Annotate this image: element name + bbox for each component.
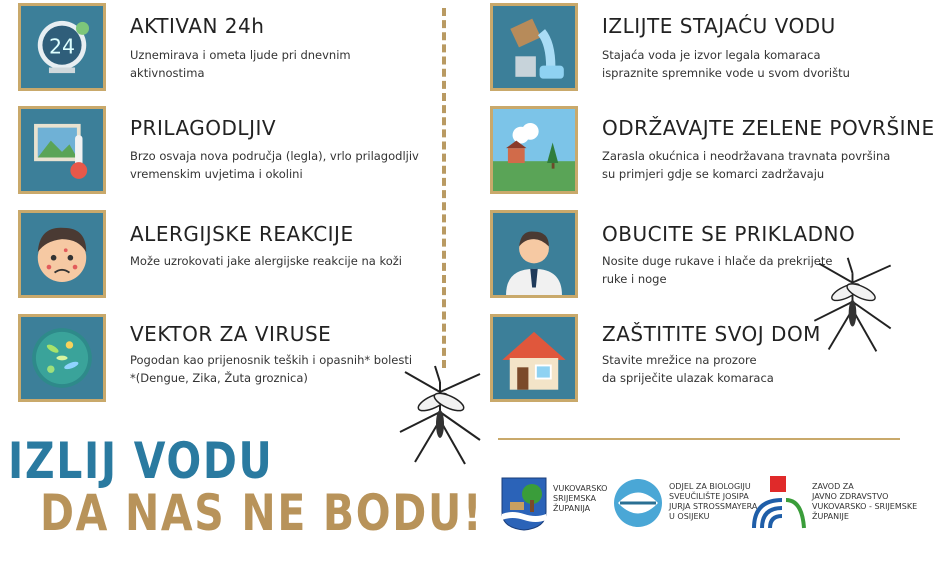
advice-text-green [602,147,892,183]
text-line: Nosite duge rukave i hlače da prekrijete [602,254,833,268]
logo-biology-text: ODJEL ZA BIOLOGIJU SVEUČILIŠTE JOSIPA JURJA STROSSMAYERA U OSIJEKU [669,482,758,521]
text-line: Pogodan kao prijenosnik teških i opasnih* bolesti [130,353,413,367]
mosquito-icon [800,254,905,359]
text-line: ispraznite spremnike vode u svom dvorištu [602,66,850,80]
logo-health-text: ZAVOD ZA JAVNO ZDRAVSTVO VUKOVARSKO - SRIJEMSKE ŽUPANIJE [812,482,918,521]
green-landscape-icon [490,106,578,194]
feature-title-allergic: ALERGIJSKE REAKCIJE [130,222,354,246]
column-divider [442,8,446,368]
text-line: *(Dengue, Zika, Žuta groznica) [130,371,308,385]
advice-title-water: IZLIJTE STAJAĆU VODU [602,14,836,38]
dressed-man-icon [490,210,578,298]
feature-title-adaptive: PRILAGODLJIV [130,116,277,140]
text-line: Može uzrokovati jake alergijske reakcije na koži [130,254,402,268]
advice-title-green: ODRŽAVAJTE ZELENE POVRŠINE [602,116,935,140]
virus-petri-icon [18,314,106,402]
text-line: ruke i noge [602,272,667,286]
feature-text-vector [130,351,420,387]
county-crest-icon [500,476,548,532]
feature-title-active: AKTIVAN 24h [130,14,265,38]
clock-24h-icon [18,3,106,91]
feature-text-active [130,46,420,82]
biology-dept-logo-icon [612,476,664,530]
text-line: aktivnostima [130,66,205,80]
feature-text-adaptive [130,147,420,183]
picture-thermometer-icon [18,106,106,194]
text-line: Stajaća voda je izvor legala komaraca [602,48,821,62]
advice-title-home: ZAŠTITITE SVOJ DOM [602,322,821,346]
slogan-line-2: DA NAS NE BODU! [40,484,484,542]
slogan-line-1: IZLIJ VODU [8,432,274,490]
advice-text-water [602,46,892,82]
public-health-logo-icon [752,474,806,530]
text-line: su primjeri gdje se komarci zadržavaju [602,167,825,181]
text-line: da spriječite ulazak komaraca [602,371,774,385]
allergic-face-icon [18,210,106,298]
pouring-water-icon [490,3,578,91]
advice-title-dress: OBUCITE SE PRIKLADNO [602,222,856,246]
svg-text:24: 24 [48,34,76,59]
text-line: Zarasla okućnica i neodržavana travnata površina [602,149,891,163]
text-line: Uznemirava i ometa ljude pri dnevnim [130,48,351,62]
feature-text-allergic [130,252,420,270]
text-line: Stavite mrežice na prozore [602,353,757,367]
footer-rule [498,438,900,440]
logo-county-text: VUKOVARSKO SRIJEMSKA ŽUPANIJA [553,484,608,513]
text-line: Brzo osvaja nova područja (legla), vrlo prilagodljiv [130,149,419,163]
house-icon [490,314,578,402]
mosquito-icon [385,362,495,472]
text-line: vremenskim uvjetima i okolini [130,167,303,181]
feature-title-vector: VEKTOR ZA VIRUSE [130,322,332,346]
